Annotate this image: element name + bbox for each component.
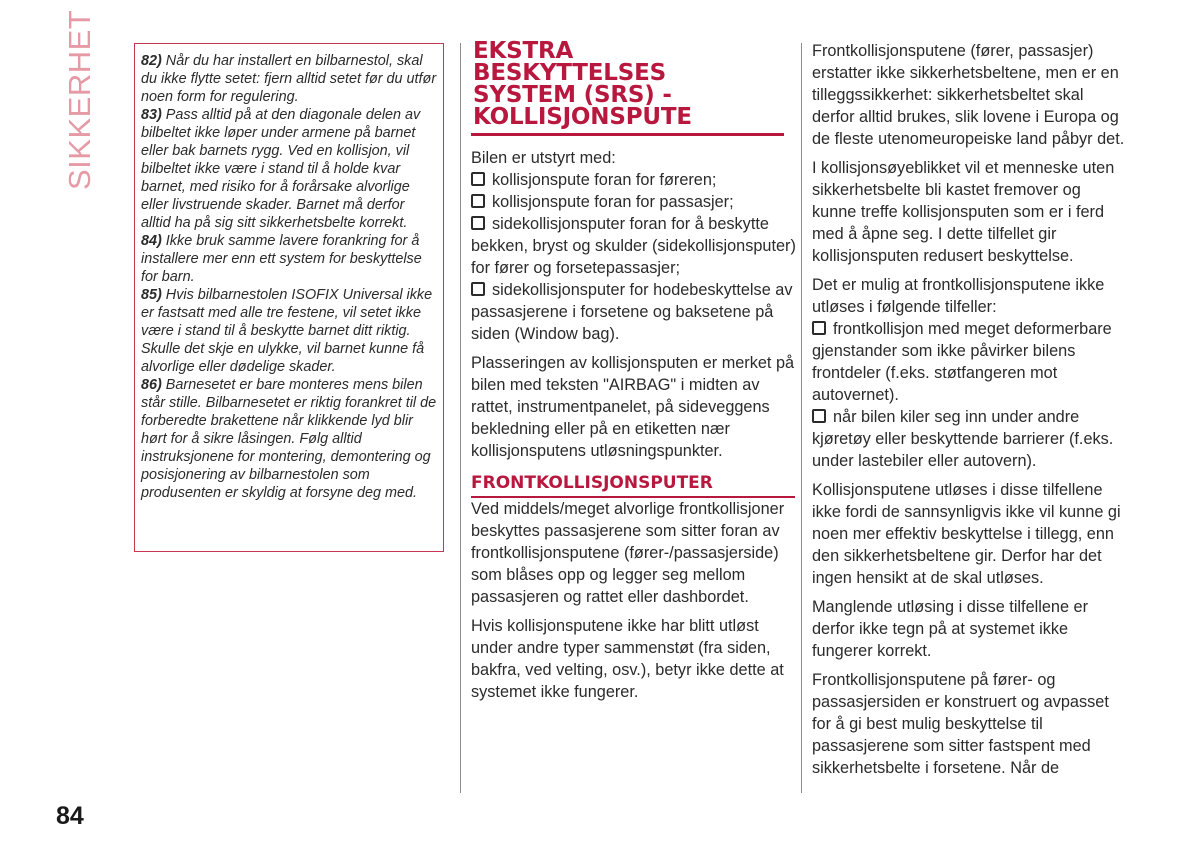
paragraph: Frontkollisjonsputene på fører- og passasjersiden er konstruert og avpasset for å gi best mulig beskyttelse til passasjerene som sitter fastspent med sikkerhetsbelte i forsetene. Når de (812, 671, 1109, 777)
checkbox-bullet-icon (471, 194, 485, 208)
non-deployment-paragraph: Hvis kollisjonsputene ikke har blitt utløst under andre typer sammenstøt (fra siden, bakfra, ved velting, osv.), betyr ikke dette at systemet ikke fungerer. (471, 617, 784, 701)
note-number: 84) (141, 233, 162, 249)
note-82 (141, 52, 437, 106)
list-item-text: kollisjonspute foran for passasjer; (492, 193, 734, 211)
section-heading (471, 40, 797, 128)
section-heading-line: KOLLISJONSPUTE (473, 104, 692, 130)
placement-paragraph: Plasseringen av kollisjonsputen er merket på bilen med teksten "AIRBAG" i midten av rattet, instrumentpanelet, på sideveggens bekledning eller på en etiketten nær kollisjonsputens utløsningspunkter. (471, 354, 795, 460)
list-item (471, 279, 797, 345)
section-heading-underline (471, 133, 784, 136)
note-text: Barnesetet er bare monteres mens bilen står stille. Bilbarnesetet er riktig forankret til de forberedte brakettene når klikkende lyd blir hørt for å sikre låsingen. Følg alltid instruksjonene for montering, demontering og posisjonering av bilbarnestolen som produsenten er skyldig at forsyne deg med. (141, 377, 437, 501)
note-number: 83) (141, 107, 162, 123)
warning-notes-box (134, 43, 444, 552)
list-item-text: sidekollisjonsputer foran for å beskytte bekken, bryst og skulder (sidekollisjonsputer) for fører og forsetepassasjer; (471, 215, 796, 277)
paragraph: Det er mulig at frontkollisjonsputene ikke utløses i følgende tilfeller: (812, 276, 1105, 316)
paragraph: Manglende utløsing i disse tilfellene er derfor ikke tegn på at systemet ikke fungerer korrekt. (812, 598, 1089, 660)
frontal-airbag-paragraph: Ved middels/meget alvorlige frontkollisjoner beskyttes passasjerene som sitter foran av frontkollisjonsputene (fører-/passasjerside) som blåses opp og legger seg mellom passasjeren og rattet eller dashbordet. (471, 500, 785, 606)
note-number: 82) (141, 53, 162, 69)
column-divider (460, 43, 461, 793)
column-divider (801, 43, 802, 793)
checkbox-bullet-icon (812, 409, 826, 423)
right-column (812, 40, 1128, 786)
list-item-text: frontkollisjon med meget deformerbare gjenstander som ikke påvirker bilens frontdeler (f.eks. støtfangeren mot autovernet). (812, 320, 1112, 404)
note-number: 86) (141, 377, 162, 393)
list-item-text: sidekollisjonsputer for hodebeskyttelse av passasjerene i forsetene og baksetene på siden (Window bag). (471, 281, 793, 343)
checkbox-bullet-icon (812, 321, 826, 335)
paragraph: Kollisjonsputene utløses i disse tilfellene ikke fordi de sannsynligvis ikke vil kunne gi noen mer effektiv beskyttelse i tillegg, enn den sikkerhetsbeltene gir. Derfor har det ingen hensikt at de skal utløses. (812, 481, 1121, 587)
subsection-heading: FRONTKOLLISJONSPUTER (471, 473, 713, 493)
note-83 (141, 106, 437, 232)
checkbox-bullet-icon (471, 282, 485, 296)
list-item-text: kollisjonspute foran for føreren; (492, 171, 717, 189)
list-item (812, 406, 1128, 472)
list-item (471, 191, 797, 213)
section-heading-line: BESKYTTELSES (473, 60, 666, 86)
note-text: Når du har installert en bilbarnestol, skal du ikke flytte setet: fjern alltid setet før du utfør noen form for regulering. (141, 53, 437, 105)
section-heading-line: EKSTRA (473, 38, 574, 64)
note-text: Ikke bruk samme lavere forankring for å installere mer enn ett system for beskyttelse for barn. (141, 233, 422, 285)
list-item (471, 169, 797, 191)
note-86 (141, 376, 437, 502)
list-item (471, 213, 797, 279)
note-number: 85) (141, 287, 162, 303)
note-text: Pass alltid på at den diagonale delen av bilbeltet ikke løper under armene på barnet eller bak barnets rygg. Ved en kollisjon, vil bilbeltet ikke være i stand til å holde kvar barnet, med risiko for å forårsake alvorlige eller livstruende skader. Barnet må derfor alltid ha på sig sitt sikkerhetsbelte korrekt. (141, 107, 421, 231)
list-item (812, 318, 1128, 406)
page-number: 84 (56, 802, 84, 830)
note-84 (141, 232, 437, 286)
middle-column (471, 40, 797, 710)
list-item-text: når bilen kiler seg inn under andre kjøretøy eller beskyttende barrierer (f.eks. under lastebiler eller autovern). (812, 408, 1114, 470)
checkbox-bullet-icon (471, 172, 485, 186)
intro-text: Bilen er utstyrt med: (471, 149, 616, 167)
chapter-side-tab (62, 9, 102, 340)
checkbox-bullet-icon (471, 216, 485, 230)
note-text: Hvis bilbarnestolen ISOFIX Universal ikke er fastsatt med alle tre festene, vil setet ikke være i stand til å beskytte barnet ditt riktig. Skulle det skje en ulykke, vil barnet kunne få alvorlige eller dødelige skader. (141, 287, 433, 375)
paragraph: I kollisjonsøyeblikket vil et menneske uten sikkerhetsbelte bli kastet fremover og kunne treffe kollisjonsputen som er i ferd med å åpne seg. I dette tilfellet gir kollisjonsputen redusert beskyttelse. (812, 159, 1115, 265)
paragraph: Frontkollisjonsputene (fører, passasjer) erstatter ikke sikkerhetsbeltene, men er en tilleggssikkerhet: sikkerhetsbeltet skal derfor alltid brukes, slik lovene i Europa og de fleste utenomeuropeiske land påbyr det. (812, 42, 1125, 148)
note-85 (141, 286, 437, 376)
chapter-side-tab-label: SIKKERHET (62, 9, 97, 190)
section-heading-line: SYSTEM (SRS) - (473, 82, 672, 108)
